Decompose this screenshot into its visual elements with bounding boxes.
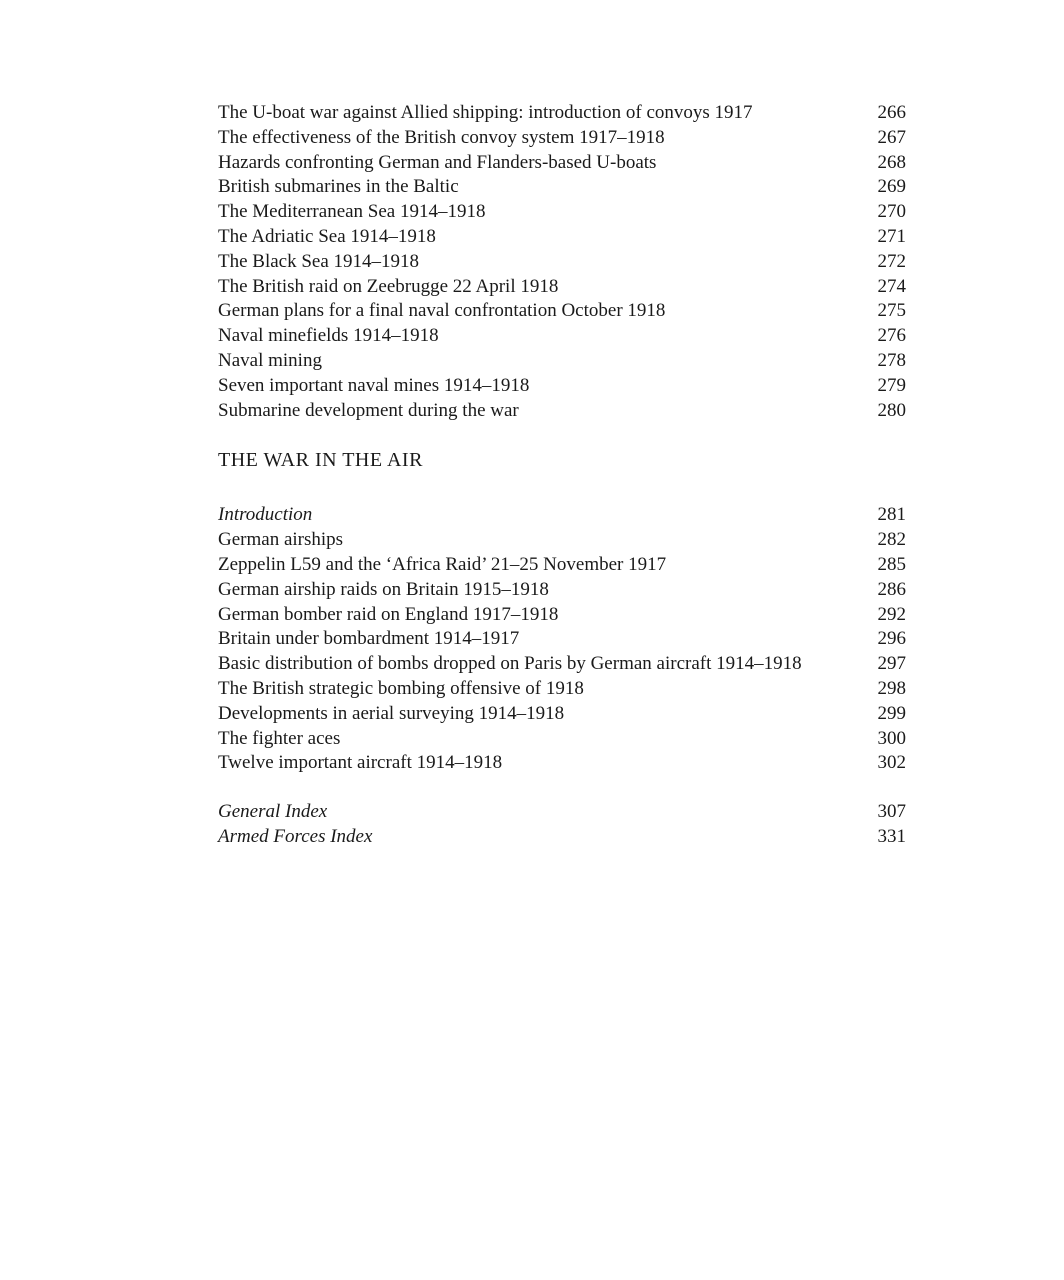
toc-entry <box>218 374 906 399</box>
toc-entry-page: 268 <box>877 151 906 173</box>
toc-entry-title: General Index <box>218 801 328 823</box>
toc-entry-page: 276 <box>877 325 906 347</box>
toc-entry <box>218 151 906 176</box>
toc-entry-page: 302 <box>877 752 906 774</box>
toc-entry <box>218 528 906 553</box>
toc-entry <box>218 825 906 850</box>
toc-entry-page: 331 <box>877 825 906 847</box>
toc-entry-title: The Mediterranean Sea 1914–1918 <box>218 201 486 223</box>
toc-entry-title: German airship raids on Britain 1915–1918 <box>218 578 549 600</box>
toc-entry-page: 271 <box>877 225 906 247</box>
toc-entry-title: The British raid on Zeebrugge 22 April 1918 <box>218 275 559 297</box>
toc-entry-page: 300 <box>877 727 906 749</box>
toc-entry-title: The Black Sea 1914–1918 <box>218 250 420 272</box>
toc-entry <box>218 578 906 603</box>
toc-entry <box>218 299 906 324</box>
toc-entry-page: 278 <box>877 349 906 371</box>
toc-entry <box>218 727 906 752</box>
toc-entry <box>218 399 906 424</box>
toc-entry <box>218 702 906 727</box>
toc-entry-page: 285 <box>877 553 906 575</box>
naval-entries-list <box>218 101 906 423</box>
toc-entry-page: 281 <box>877 504 906 526</box>
toc-entry <box>218 652 906 677</box>
toc-entry <box>218 175 906 200</box>
toc-entry-page: 270 <box>877 201 906 223</box>
toc-entry-title: Twelve important aircraft 1914–1918 <box>218 752 503 774</box>
toc-entry <box>218 225 906 250</box>
toc-entry-title: Hazards confronting German and Flanders-based U-boats <box>218 151 657 173</box>
toc-entry-title: The Adriatic Sea 1914–1918 <box>218 225 436 247</box>
toc-entry <box>218 126 906 151</box>
toc-entry-page: 269 <box>877 176 906 198</box>
section-gap <box>218 776 906 800</box>
index-entries-list <box>218 800 906 850</box>
toc-entry-page: 272 <box>877 250 906 272</box>
toc-entry-title: British submarines in the Baltic <box>218 176 459 198</box>
toc-entry-page: 299 <box>877 702 906 724</box>
toc-entry-title: Naval mining <box>218 349 322 371</box>
toc-entry-page: 298 <box>877 677 906 699</box>
toc-entry <box>218 627 906 652</box>
toc-entry-page: 267 <box>877 126 906 148</box>
toc-entry <box>218 553 906 578</box>
toc-entry <box>218 800 906 825</box>
toc-entry <box>218 349 906 374</box>
toc-entry-title: Developments in aerial surveying 1914–1918 <box>218 702 565 724</box>
toc-entry-page: 296 <box>877 628 906 650</box>
toc-entry-title: Seven important naval mines 1914–1918 <box>218 374 530 396</box>
toc-entry <box>218 275 906 300</box>
toc-entry-title: Introduction <box>218 504 313 526</box>
toc-entry-title: Zeppelin L59 and the ‘Africa Raid’ 21–25 November 1917 <box>218 553 667 575</box>
toc-entry-page: 282 <box>877 529 906 551</box>
toc-entry-title: German plans for a final naval confrontation October 1918 <box>218 300 666 322</box>
toc-entry-page: 280 <box>877 399 906 421</box>
toc-entry-title: Britain under bombardment 1914–1917 <box>218 628 520 650</box>
toc-entry <box>218 603 906 628</box>
toc-entry-page: 266 <box>877 102 906 123</box>
section-heading-air: THE WAR IN THE AIR <box>218 449 423 472</box>
air-entries-list <box>218 503 906 776</box>
toc-entry-title: German airships <box>218 529 344 551</box>
toc-entry-page: 274 <box>877 275 906 297</box>
toc-entry-page: 275 <box>877 300 906 322</box>
toc-entry <box>218 324 906 349</box>
toc-entry-title: German bomber raid on England 1917–1918 <box>218 603 559 625</box>
toc-entry-title: The fighter aces <box>218 727 341 749</box>
toc-entry-title: The effectiveness of the British convoy system 1917–1918 <box>218 126 665 148</box>
toc-entry-page: 297 <box>877 653 906 675</box>
toc-entry <box>218 250 906 275</box>
toc-entry-title: Submarine development during the war <box>218 399 519 421</box>
toc-entry-title: Basic distribution of bombs dropped on Paris by German aircraft 1914–1918 <box>218 653 802 675</box>
toc-entry-title: Armed Forces Index <box>218 825 373 847</box>
toc-entry <box>218 101 906 126</box>
table-of-contents <box>218 101 906 850</box>
toc-entry-page: 292 <box>877 603 906 625</box>
toc-entry-page: 279 <box>877 374 906 396</box>
toc-entry-title: Naval minefields 1914–1918 <box>218 325 439 347</box>
toc-entry-page: 307 <box>877 801 906 823</box>
toc-entry-title: The U-boat war against Allied shipping: introduction of convoys 1917 <box>218 102 753 123</box>
toc-entry <box>218 200 906 225</box>
toc-entry <box>218 751 906 776</box>
toc-entry-title: The British strategic bombing offensive of 1918 <box>218 677 584 699</box>
toc-entry <box>218 503 906 528</box>
toc-entry <box>218 677 906 702</box>
toc-entry-page: 286 <box>877 578 906 600</box>
